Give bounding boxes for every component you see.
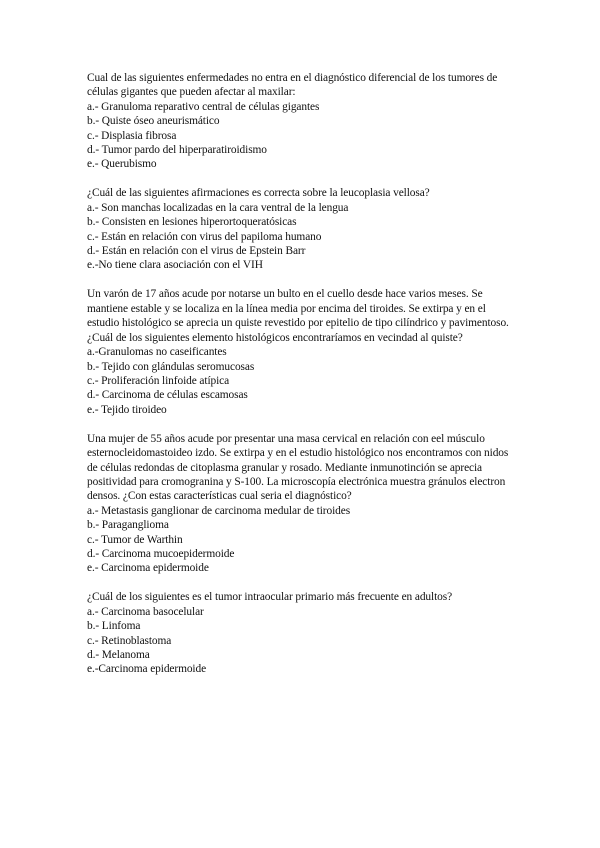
question-5 [87,590,517,676]
answer-option: a.- Metastasis ganglionar de carcinoma medular de tiroides [87,504,351,517]
answer-option: b.- Consisten en lesiones hiperortoqueratósicas [87,216,297,229]
answer-option: b.- Linfoma [87,620,141,633]
answer-option: b.- Quiste óseo aneurismático [87,115,220,128]
answer-option: e.-No tiene clara asociación con el VIH [87,259,263,272]
document-body [87,71,517,691]
answer-option: b.- Tejido con glándulas seromucosas [87,360,255,373]
answer-option: d.- Carcinoma mucoepidermoide [87,547,235,560]
answer-option: c.- Están en relación con virus del papiloma humano [87,230,322,243]
answer-option: e.- Tejido tiroideo [87,403,167,416]
answer-options [87,201,517,273]
answer-option: a.- Son manchas localizadas en la cara ventral de la lengua [87,201,349,214]
question-stem: Una mujer de 55 años acude por presentar una masa cervical en relación con eel músculo esternocleidomastoideo izdo. Se extirpa y en el estudio histológico nos encontramos con nidos de células redondas de citoplasma granular y rosado. Mediante inmunotinción se aprecia positividad para cromogranina y S-100. La microscopía electrónica muestra gránulos electron densos. ¿Con estas características cual seria el diagnóstico? [87,432,509,503]
answer-option: c.- Displasia fibrosa [87,129,177,142]
answer-option: c.- Retinoblastoma [87,634,172,647]
answer-option: d.- Tumor pardo del hiperparatiroidismo [87,144,267,157]
question-4 [87,432,517,576]
answer-options [87,345,517,417]
answer-options [87,504,517,576]
answer-option: d.- Están en relación con el virus de Epstein Barr [87,245,306,258]
answer-options [87,605,517,677]
answer-options [87,100,517,172]
answer-option: a.- Carcinoma basocelular [87,605,204,618]
answer-option: e.- Querubismo [87,158,157,171]
answer-option: d.- Carcinoma de células escamosas [87,389,248,402]
question-stem: ¿Cuál de los siguientes es el tumor intraocular primario más frecuente en adultos? [87,591,453,604]
question-2 [87,186,517,272]
answer-option: c.- Tumor de Warthin [87,533,183,546]
answer-option: b.- Paraganglioma [87,519,169,532]
answer-option: e.-Carcinoma epidermoide [87,663,207,676]
answer-option: e.- Carcinoma epidermoide [87,562,209,575]
answer-option: a.-Granulomas no caseificantes [87,346,227,359]
question-stem: Un varón de 17 años acude por notarse un bulto en el cuello desde hace varios meses. Se mantiene estable y se localiza en la línea media por encima del tiroides. Se extirpa y en el estudio histológico se aprecia un quiste revestido por epitelio de tipo cilíndrico y pavimentoso. ¿Cuál de los siguientes elemento histológicos encontraríamos en vecindad al quiste? [87,288,509,344]
question-stem: Cual de las siguientes enfermedades no entra en el diagnóstico diferencial de los tumores de células gigantes que pueden afectar al maxilar: [87,72,498,99]
answer-option: a.- Granuloma reparativo central de células gigantes [87,100,320,113]
answer-option: c.- Proliferación linfoide atípica [87,374,230,387]
question-stem: ¿Cuál de las siguientes afirmaciones es correcta sobre la leucoplasia vellosa? [87,187,430,200]
question-1 [87,71,517,172]
answer-option: d.- Melanoma [87,649,150,661]
question-3 [87,287,517,417]
